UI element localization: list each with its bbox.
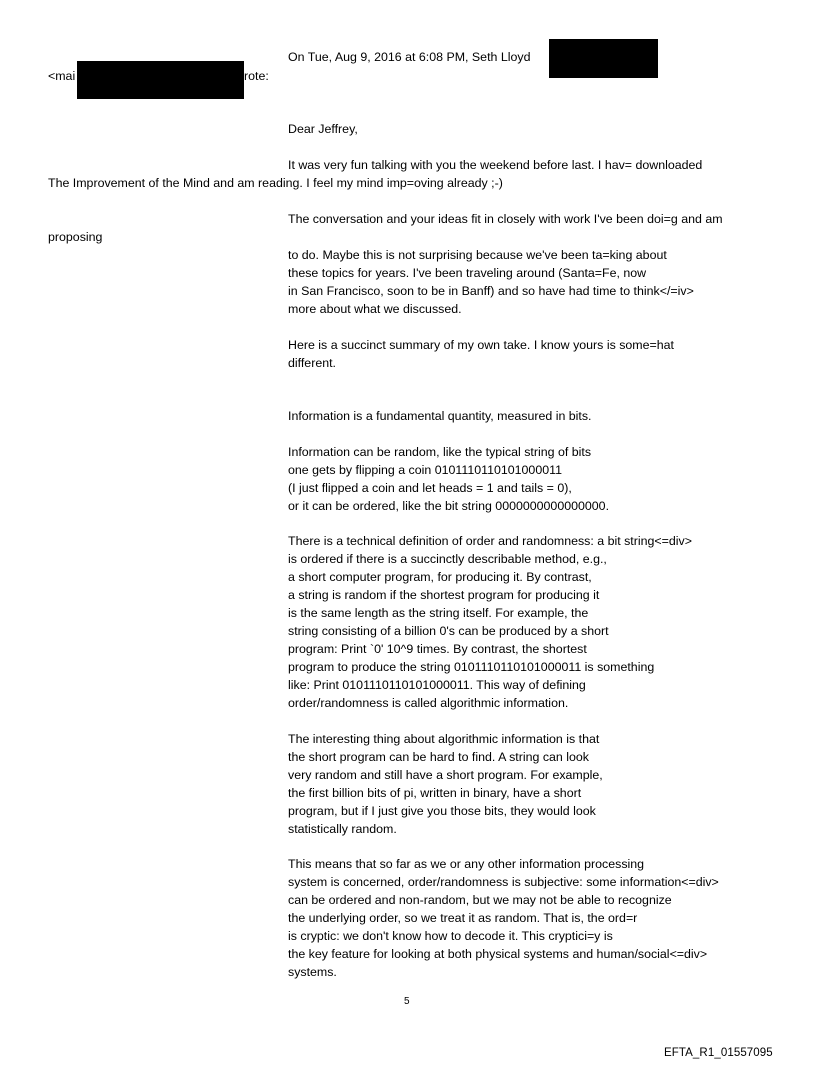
para7-line: is the same length as the string itself. For example, the	[288, 606, 589, 620]
para8-line: very random and still have a short program. For example,	[288, 768, 603, 782]
para7-line: string consisting of a billion 0's can be produced by a short	[288, 624, 609, 638]
header-wrote-suffix: rote:	[244, 69, 269, 83]
para3-line: more about what we discussed.	[288, 302, 462, 316]
para6-line: (I just flipped a coin and let heads = 1 and tails = 0),	[288, 481, 572, 495]
para4-line: different.	[288, 356, 336, 370]
para6-line: Information can be random, like the typical string of bits	[288, 445, 592, 459]
para9-line: the key feature for looking at both physical systems and human/social<=div>	[288, 947, 708, 961]
para7-line: like: Print 0101110110101000011. This way of defining	[288, 678, 586, 692]
para9-line: systems.	[288, 965, 337, 979]
para8-line: statistically random.	[288, 822, 397, 836]
para7-line: program: Print `0' 10^9 times. By contrast, the shortest	[288, 642, 587, 656]
bates-number: EFTA_R1_01557095	[664, 1047, 773, 1059]
redaction-box	[549, 39, 658, 78]
para7-line: order/randomness is called algorithmic information.	[288, 696, 569, 710]
para7-line: program to produce the string 0101110110101000011 is something	[288, 660, 655, 674]
salutation: Dear Jeffrey,	[288, 122, 358, 136]
para3-line: these topics for years. I've been traveling around (Santa=Fe, now	[288, 266, 647, 280]
para7	[288, 532, 692, 712]
para8-line: the first billion bits of pi, written in binary, have a short	[288, 786, 582, 800]
para9-line: is cryptic: we don't know how to decode it. This cryptici=y is	[288, 929, 613, 943]
para2-line2: proposing	[48, 230, 103, 244]
para8-line: the short program can be hard to find. A string can look	[288, 750, 589, 764]
para8-line: program, but if I just give you those bits, they would look	[288, 804, 596, 818]
para9-line: system is concerned, order/randomness is subjective: some information<=div>	[288, 875, 719, 889]
para5-line: Information is a fundamental quantity, measured in bits.	[288, 409, 592, 423]
para3-line: to do. Maybe this is not surprising because we've been ta=king about	[288, 248, 667, 262]
para1-line2: The Improvement of the Mind and am reading. I feel my mind imp=oving already ;-)	[48, 176, 503, 190]
header-date-line: On Tue, Aug 9, 2016 at 6:08 PM, Seth Lloyd	[288, 50, 531, 64]
para7-line: a short computer program, for producing it. By contrast,	[288, 570, 592, 584]
redaction-box	[77, 61, 244, 99]
para8-line: The interesting thing about algorithmic information is that	[288, 732, 600, 746]
para4	[288, 336, 674, 372]
para9-line: can be ordered and non-random, but we may not be able to recognize	[288, 893, 672, 907]
para7-line: a string is random if the shortest program for producing it	[288, 588, 600, 602]
page-number: 5	[404, 996, 410, 1007]
para5	[288, 407, 592, 425]
para9-line: the underlying order, so we treat it as random. That is, the ord=r	[288, 911, 638, 925]
para9-line: This means that so far as we or any other information processing	[288, 857, 645, 871]
para6-line: one gets by flipping a coin 0101110110101000011	[288, 463, 562, 477]
para3-line: in San Francisco, soon to be in Banff) and so have had time to think</=iv>	[288, 284, 694, 298]
para6-line: or it can be ordered, like the bit string 0000000000000000.	[288, 499, 610, 513]
para3	[288, 246, 694, 318]
para1-line1: It was very fun talking with you the weekend before last. I hav= downloaded	[288, 158, 703, 172]
para4-line: Here is a succinct summary of my own take. I know yours is some=hat	[288, 338, 674, 352]
para8	[288, 730, 603, 838]
para6	[288, 443, 609, 515]
para7-line: There is a technical definition of order and randomness: a bit string<=div>	[288, 534, 692, 548]
header-mail-prefix: <mai	[48, 69, 76, 83]
para9	[288, 855, 719, 981]
para2-line1: The conversation and your ideas fit in closely with work I've been doi=g and am	[288, 212, 723, 226]
para7-line: is ordered if there is a succinctly describable method, e.g.,	[288, 552, 607, 566]
